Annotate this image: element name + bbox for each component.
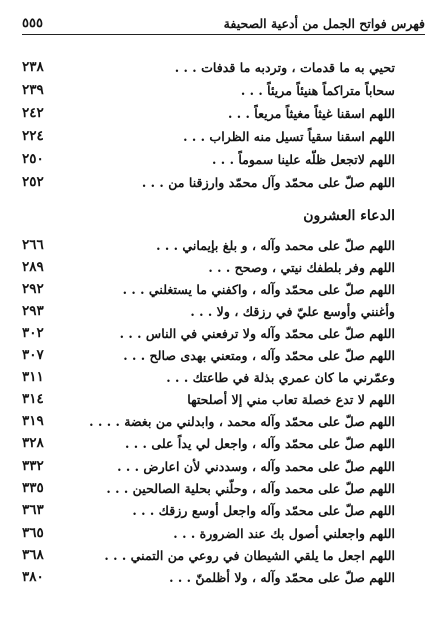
entry-text: اللهم صلّ على محمّد وآله محمد ، وابدلني من بغضة . . . .: [89, 413, 395, 429]
entry-text: اللهم لاتجعل ظلّه علينا سموماً . . .: [212, 151, 395, 167]
entry-text: تحيي به ما قدمات ، وتردبه ما قدفات . . .: [174, 59, 395, 75]
entry-text: اللهم اسقنا سقياً تسيل منه الظراب . . .: [183, 128, 395, 144]
header-page-number: ٥٥٥: [22, 16, 43, 31]
index-entry: [22, 455, 395, 477]
entry-page: ٣٠٧: [22, 347, 44, 363]
entry-page: ٢٩٣: [22, 303, 44, 319]
index-entry: [22, 102, 395, 124]
index-entry: [22, 432, 395, 454]
entry-page: ٣١١: [22, 369, 44, 385]
entry-text: اللهم صلّ على محمّد وآله ، واجعل لي يداً على . . .: [125, 435, 395, 451]
entry-page: ٢٦٦: [22, 237, 44, 253]
entry-page: ٣٢٨: [22, 435, 44, 451]
entry-page: ٣٠٢: [22, 325, 44, 341]
entry-text: اللهم صلّ على محمّد وآله ، ومتعني بهدى صالح . . .: [123, 347, 395, 363]
entry-page: ٣١٩: [22, 413, 44, 429]
index-entry: [22, 171, 395, 193]
running-header: [22, 13, 425, 35]
index-entry: [22, 522, 395, 544]
index-entry: [22, 148, 395, 170]
entry-page: ٢٣٩: [22, 82, 44, 98]
index-entry: [22, 234, 395, 256]
index-entry: [22, 544, 395, 566]
entry-text: اللهم صلّ على محمد وآله ، وسددني لأن اعارض . . .: [117, 458, 395, 474]
index-entry: [22, 566, 395, 588]
entry-page: ٣٨٠: [22, 569, 44, 585]
entry-text: اللهم وفر بلطفك نيتي ، وصحح . . .: [208, 259, 395, 275]
entry-text: سحاباً متراكماً هنيئاً مريئاً . . .: [240, 82, 395, 98]
entry-page: ٢٢٤: [22, 128, 44, 144]
entry-page: ٢٨٩: [22, 259, 44, 275]
entry-page: ٢٩٢: [22, 281, 44, 297]
index-entry: [22, 410, 395, 432]
entry-text: اللهم لا تدع خصلة تعاب مني إلا أصلحتها: [187, 391, 395, 407]
entry-text: اللهم صلّ على محمد وآله ، و بلغ بإيماني . . .: [156, 237, 395, 253]
entry-page: ٣٦٥: [22, 525, 44, 541]
entry-page: ٢٥٠: [22, 151, 44, 167]
header-title: فهرس فواتح الجمل من أدعية الصحيفة: [223, 16, 425, 31]
index-entry: [22, 477, 395, 499]
entry-text: وعمّرني ما كان عمري بذلة في طاعتك . . .: [166, 369, 395, 385]
entry-text: وأغنني وأوسع عليّ في رزقك ، ولا . . .: [190, 303, 395, 319]
entry-text: اللهم صلّ على محمّد وآله ، ولا أظلمنّ . . .: [169, 569, 395, 585]
index-entry: [22, 256, 395, 278]
entry-page: ٢٣٨: [22, 59, 44, 75]
entry-page: ٣٦٨: [22, 547, 44, 563]
entry-page: ٢٥٢: [22, 174, 44, 190]
entry-text: اللهم صلّ على محمد وآله ، وحلّني بحلية الصالحين . . .: [106, 480, 395, 496]
index-entry: [22, 56, 395, 78]
index-entry: [22, 125, 395, 147]
entry-text: اللهم صلّ على محمّد وآله ، واكفني ما يستغلني . . .: [122, 281, 395, 297]
entry-text: اللهم واجعلني أصول بك عند الضرورة . . .: [173, 525, 395, 541]
entry-text: اللهم صلّ على محمّد وآله واجعل أوسع رزقك . . .: [132, 502, 395, 518]
index-entry: [22, 388, 395, 410]
section-heading: الدعاء العشرون: [303, 208, 395, 224]
index-entry: [22, 344, 395, 366]
entry-page: ٣٦٣: [22, 502, 44, 518]
index-entry: [22, 278, 395, 300]
entry-text: اللهم صلّ على محمّد وآل محمّد وارزقنا من . . .: [141, 174, 395, 190]
index-entry: [22, 366, 395, 388]
index-entry: [22, 322, 395, 344]
entry-page: ٣١٤: [22, 391, 44, 407]
entry-text: اللهم صلّ على محمّد وآله ولا ترفعني في الناس . . .: [119, 325, 395, 341]
entry-page: ٣٣٥: [22, 480, 44, 496]
index-entry: [22, 79, 395, 101]
entry-page: ٢٤٢: [22, 105, 44, 121]
entry-text: اللهم اجعل ما يلقي الشيطان في روعي من التمني . . .: [104, 547, 395, 563]
index-entry: [22, 499, 395, 521]
index-entry: [22, 300, 395, 322]
entry-text: اللهم اسقنا غيثاً مغيثاً مريعاً . . .: [228, 105, 395, 121]
entry-page: ٣٣٢: [22, 458, 44, 474]
